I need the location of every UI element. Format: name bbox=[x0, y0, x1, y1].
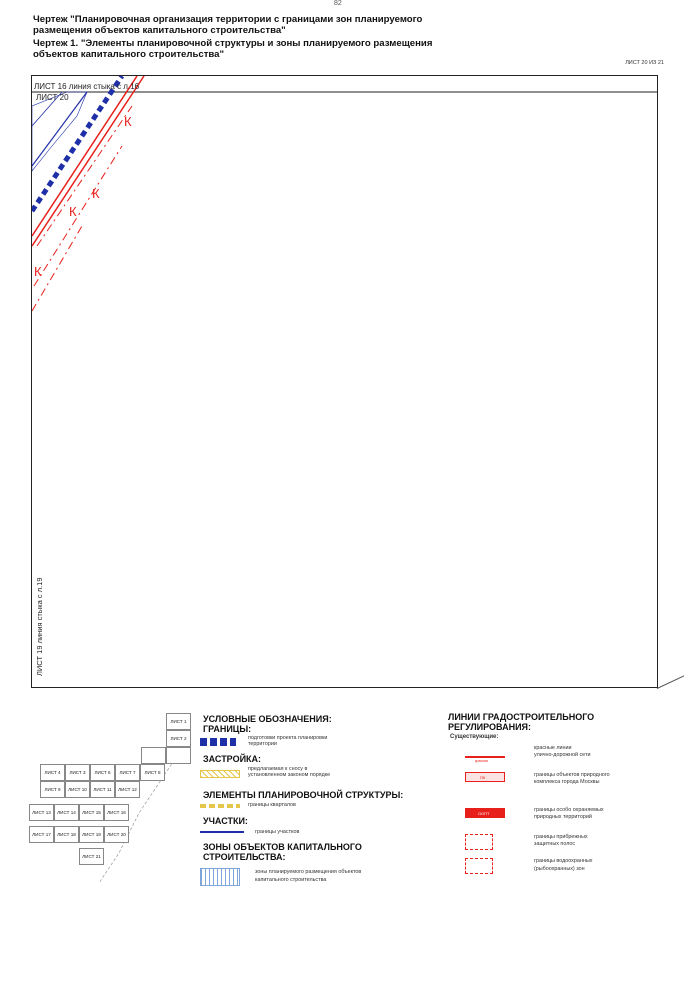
index-cell: ЛИСТ 19 bbox=[79, 826, 104, 843]
index-cell: ЛИСТ 1 bbox=[166, 713, 191, 730]
left-join-label: ЛИСТ 19 линия стыка с л.19 bbox=[35, 577, 44, 676]
drawing-title-line1: Чертеж "Планировочная организация территории с границами зон планируемого bbox=[33, 14, 423, 25]
legend-text: зоны планируемого размещения объектов bbox=[255, 869, 362, 875]
legend-text: защитных полос bbox=[534, 841, 576, 847]
legend-bounds-title: ГРАНИЦЫ: bbox=[203, 724, 252, 734]
index-cell: ЛИСТ 20 bbox=[104, 826, 129, 843]
index-cell: ЛИСТ 8 bbox=[140, 764, 165, 781]
legend-text: предлагаемая к сносу в bbox=[248, 766, 308, 772]
legend-text: капитального строительства bbox=[255, 877, 327, 883]
index-cell: ЛИСТ 11 bbox=[90, 781, 115, 798]
index-cell: ЛИСТ 12 bbox=[115, 781, 140, 798]
drawing-subtitle-line2: объектов капитального строительства" bbox=[33, 49, 225, 60]
sheet-index-grid bbox=[29, 713, 199, 893]
legend-build-title: ЗАСТРОЙКА: bbox=[203, 754, 262, 764]
legend-text: границы объектов природного bbox=[534, 772, 610, 778]
legend-text: границы кварталов bbox=[248, 802, 296, 808]
legend-zones-title: СТРОИТЕЛЬСТВА: bbox=[203, 852, 286, 862]
legend-text: (рыбоохранных) зон bbox=[534, 866, 585, 872]
legend-text: подготовки проекта планировки bbox=[248, 735, 328, 741]
drawing-title-line2: размещения объектов капитального строительства" bbox=[33, 25, 286, 36]
legend-text: границы прибрежных bbox=[534, 834, 588, 840]
legend-text: территории bbox=[248, 741, 277, 747]
natural-complex-symbol: ПК bbox=[480, 775, 486, 780]
map-sheet-label: ЛИСТ 20 bbox=[36, 93, 69, 102]
legend-zones-title: ЗОНЫ ОБЪЕКТОВ КАПИТАЛЬНОГО bbox=[203, 842, 362, 852]
index-cell: ЛИСТ 13 bbox=[29, 804, 54, 821]
index-cell: ЛИСТ 4 bbox=[40, 764, 65, 781]
legend-text: природных территорий bbox=[534, 814, 592, 820]
k-mark: К bbox=[34, 264, 42, 279]
plot-boundary-swatch bbox=[200, 831, 244, 833]
legend-text: красные линии bbox=[534, 745, 572, 751]
water-protection-swatch bbox=[465, 858, 493, 874]
k-mark: К bbox=[124, 114, 132, 129]
k-mark: К bbox=[69, 204, 77, 219]
zone-swatch bbox=[200, 868, 240, 886]
legend-text: комплекса города Москвы bbox=[534, 779, 600, 785]
protected-area-symbol: ООПТ bbox=[478, 811, 490, 816]
corner-line bbox=[657, 675, 684, 689]
legend-plots-title: УЧАСТКИ: bbox=[203, 816, 248, 826]
legend-title: УСЛОВНЫЕ ОБОЗНАЧЕНИЯ: bbox=[203, 714, 332, 724]
index-cell: ЛИСТ 21 bbox=[79, 848, 104, 865]
legend-text: границы участков bbox=[255, 829, 300, 835]
index-cell: ЛИСТ 6 bbox=[90, 764, 115, 781]
legend-elements-title: ЭЛЕМЕНТЫ ПЛАНИРОВОЧНОЙ СТРУКТУРЫ: bbox=[203, 790, 404, 800]
red-line-symbol: красная bbox=[475, 759, 488, 763]
legend-lines-title: ЛИНИИ ГРАДОСТРОИТЕЛЬНОГО bbox=[448, 712, 595, 722]
legend-lines-title: РЕГУЛИРОВАНИЯ: bbox=[448, 722, 532, 732]
legend-text: установленном законом порядке bbox=[248, 772, 331, 778]
index-cell: ЛИСТ 3 bbox=[65, 764, 90, 781]
index-cell: ЛИСТ 9 bbox=[40, 781, 65, 798]
index-cell: ЛИСТ 18 bbox=[54, 826, 79, 843]
index-cell: ЛИСТ 7 bbox=[115, 764, 140, 781]
index-cell: ЛИСТ 14 bbox=[54, 804, 79, 821]
top-join-label: ЛИСТ 16 линия стыка с л.16 bbox=[34, 82, 140, 91]
index-cell bbox=[141, 747, 166, 764]
index-cell: ЛИСТ 10 bbox=[65, 781, 90, 798]
legend-text: улично-дорожной сети bbox=[534, 752, 591, 758]
block-boundary-swatch bbox=[200, 804, 240, 808]
page-number: 82 bbox=[334, 0, 342, 7]
index-cell: ЛИСТ 2 bbox=[166, 730, 191, 747]
map-frame bbox=[31, 75, 658, 688]
sheet-number: ЛИСТ 20 ИЗ 21 bbox=[625, 60, 664, 66]
legend-text: границы особо охраняемых bbox=[534, 807, 604, 813]
index-cell: ЛИСТ 15 bbox=[79, 804, 104, 821]
map-lines bbox=[32, 76, 658, 688]
legend-existing: Существующие: bbox=[450, 734, 499, 740]
legend-text: границы водоохранных bbox=[534, 858, 593, 864]
drawing-subtitle-line1: Чертеж 1. "Элементы планировочной структуры и зоны планируемого размещения bbox=[33, 38, 433, 49]
k-mark: К bbox=[92, 186, 100, 201]
index-cell bbox=[166, 747, 191, 764]
project-boundary-swatch bbox=[200, 738, 236, 746]
index-cell: ЛИСТ 17 bbox=[29, 826, 54, 843]
index-cell: ЛИСТ 16 bbox=[104, 804, 129, 821]
coastal-strip-swatch bbox=[465, 834, 493, 850]
demolition-swatch bbox=[200, 770, 240, 778]
